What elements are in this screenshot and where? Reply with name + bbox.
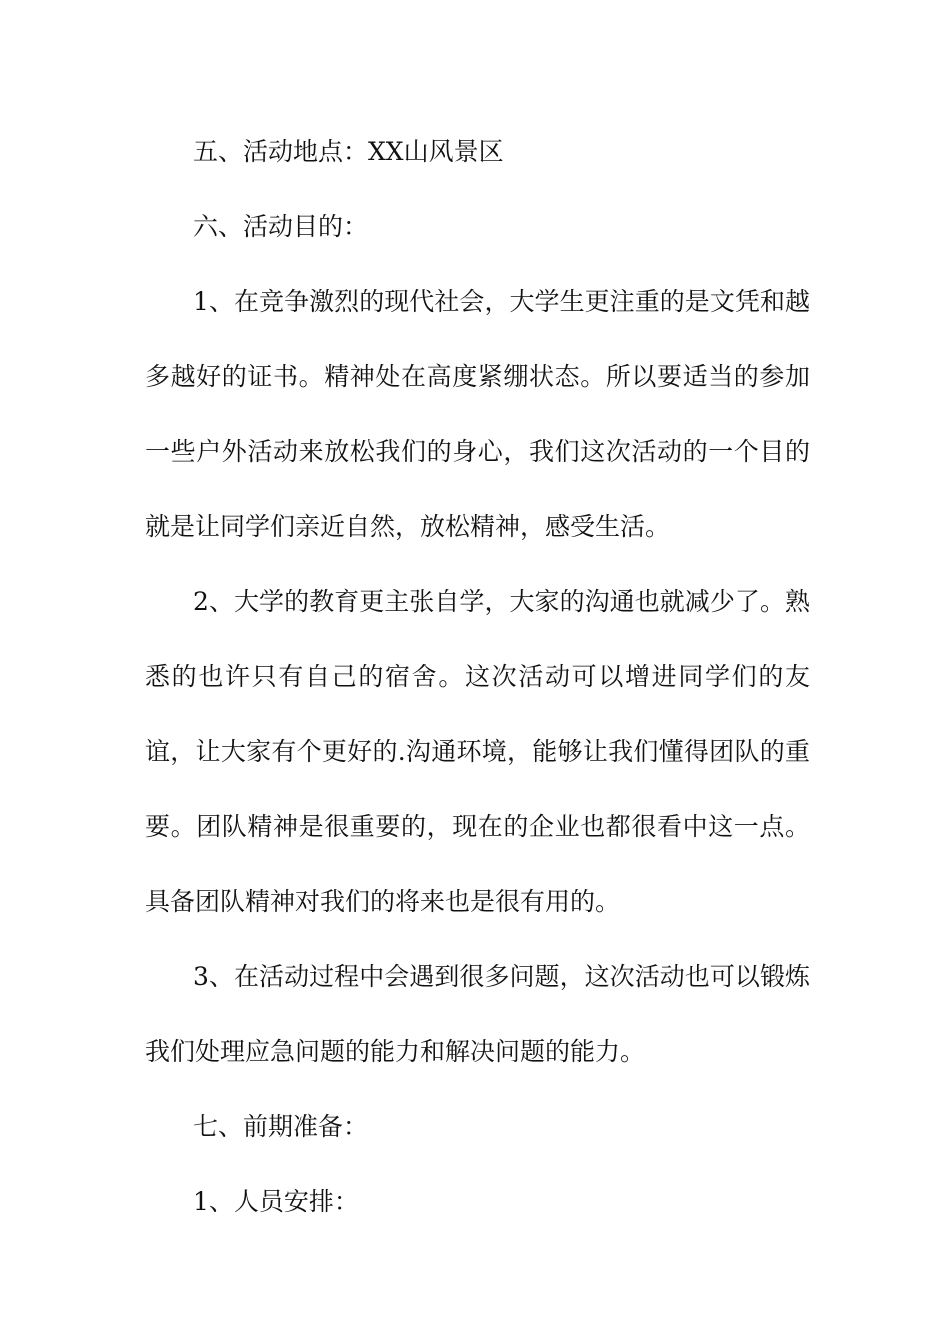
- section-heading-purpose: 六、活动目的：: [193, 212, 369, 241]
- section-heading-location: 五、活动地点：XX山风景区: [193, 137, 504, 166]
- section-heading-preparation: 七、前期准备：: [193, 1112, 369, 1141]
- subheading-staffing: 1、人员安排：: [193, 1187, 359, 1216]
- paragraph-purpose-2: 2、大学的教育更主张自学，大家的沟通也就减少了。熟悉的也许只有自己的宿舍。这次活动可以增进同学们的友谊，让大家有个更好的.沟通环境，能够让我们懂得团队的重要。团队精神是很重要的，现在的企业也都很看中这一点。具备团队精神对我们的将来也是很有用的。: [145, 587, 810, 916]
- paragraph-purpose-3: 3、在活动过程中会遇到很多问题，这次活动也可以锻炼我们处理应急问题的能力和解决问题的能力。: [145, 962, 810, 1066]
- paragraph-purpose-1: 1、在竞争激烈的现代社会，大学生更注重的是文凭和越多越好的证书。精神处在高度紧绷状态。所以要适当的参加一些户外活动来放松我们的身心，我们这次活动的一个目的就是让同学们亲近自然，放松精神，感受生活。: [145, 287, 810, 541]
- document-body: [145, 114, 810, 1239]
